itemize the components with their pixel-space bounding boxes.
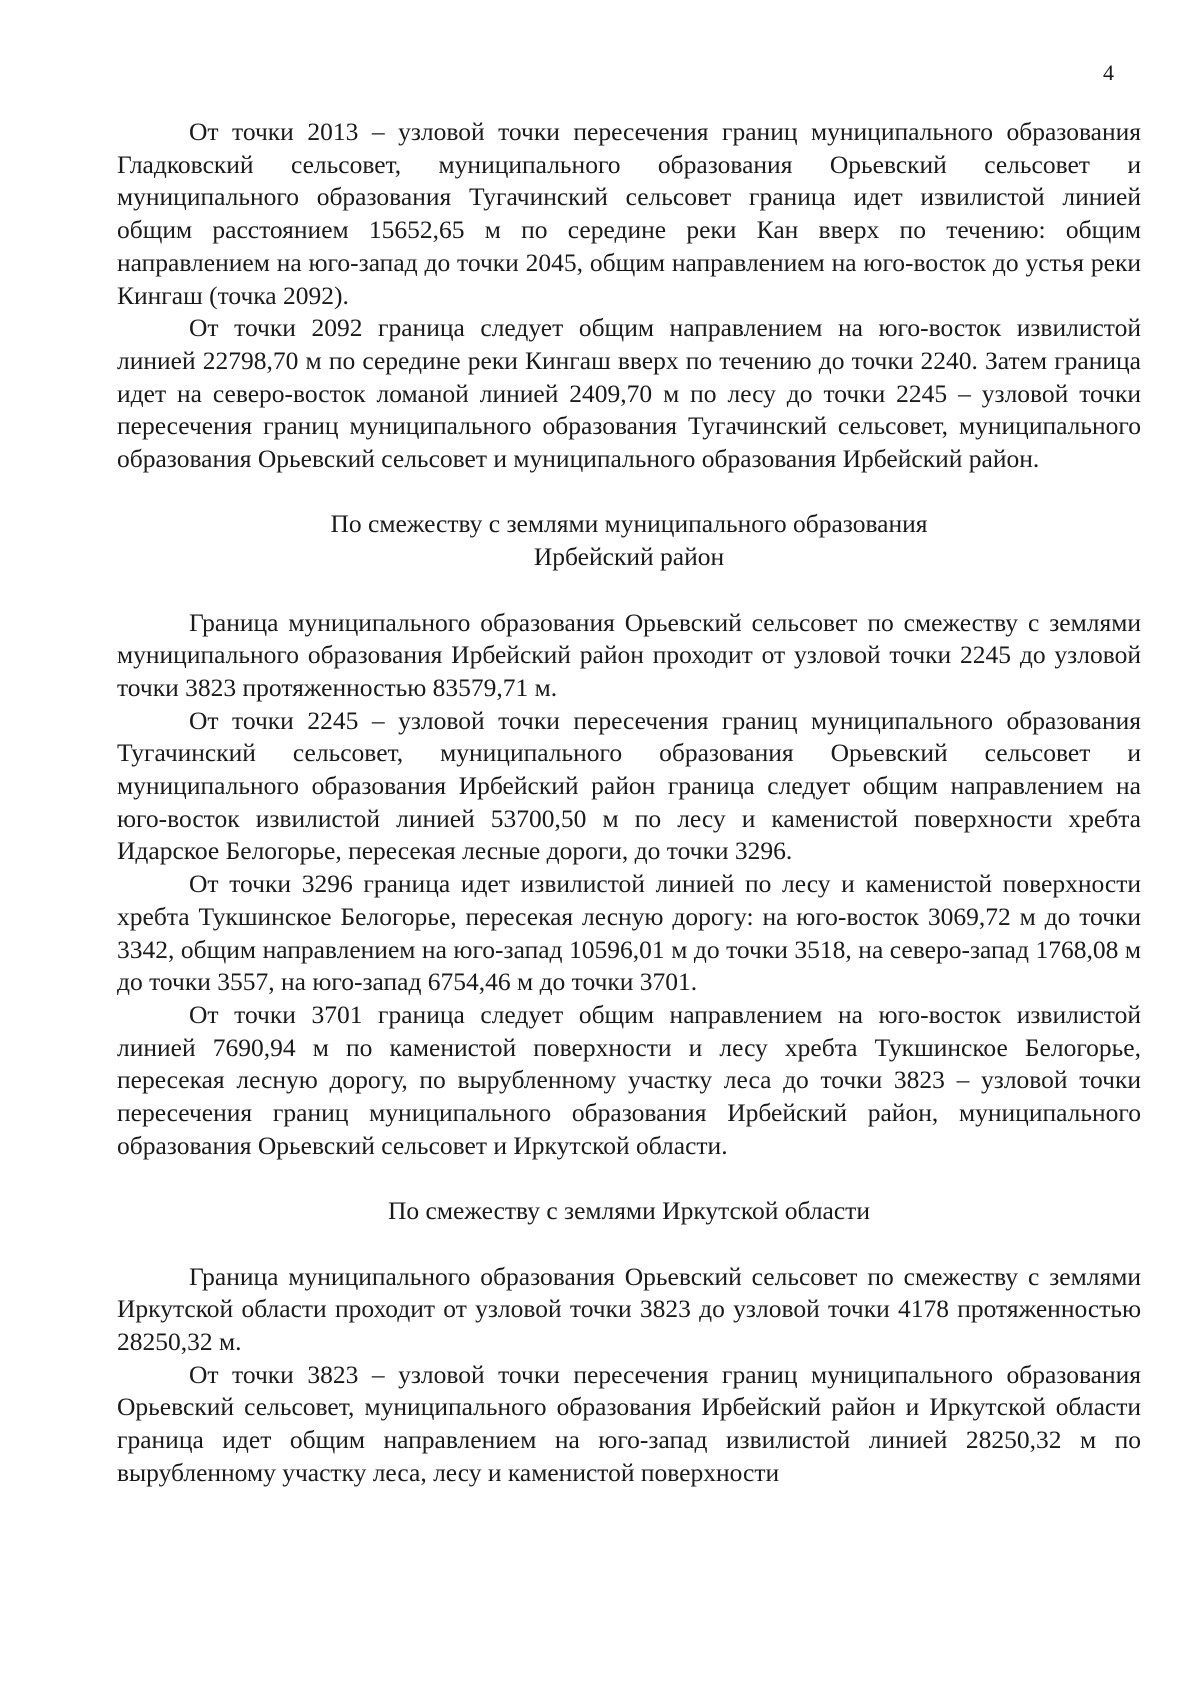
paragraph-point-3296: От точки 3296 граница идет извилистой линией по лесу и каменистой поверхности хребта Тукшинское Белогорье, пересекая лесную дорогу: на юго-восток 3069,72 м до точки 3342, общим направлением на юго-запад 10596,01 м до точки 3518, на северо-запад 1768,08 м до точки 3557, на юго-запад 6754,46 м до точки 3701.	[117, 869, 1141, 997]
paragraph-irkutsk-boundary-summary: Граница муниципального образования Орьевский сельсовет по смежеству с землями Иркутской области проходит от узловой точки 3823 до узловой точки 4178 протяженностью 28250,32 м.	[117, 1261, 1141, 1356]
paragraph-point-3823: От точки 3823 – узловой точки пересечения границ муниципального образования Орьевский сельсовет, муниципального образования Ирбейский район и Иркутской области граница идет общим направлением на юго-запад извилистой линией 28250,32 м по вырубленному участку леса, лесу и каменистой поверхности	[117, 1359, 1141, 1487]
section-heading-irkutsk-region	[117, 1195, 1141, 1228]
paragraph-irbey-boundary-summary: Граница муниципального образования Орьевский сельсовет по смежеству с землями муниципального образования Ирбейский район проходит от узловой точки 2245 до узловой точки 3823 протяженностью 83579,71 м.	[117, 607, 1141, 702]
heading-line: Ирбейский район	[533, 542, 725, 572]
paragraph-point-2013: От точки 2013 – узловой точки пересечения границ муниципального образования Гладковский сельсовет, муниципального образования Орьевский сельсовет и муниципального образования Тугачинский сельсовет граница идет извилистой линией общим расстоянием 15652,65 м по середине реки Кан вверх по течению: общим направлением на юго-запад до точки 2045, общим направлением на юго-восток до устья реки Кингаш (точка 2092).	[117, 117, 1141, 310]
spacer	[117, 476, 1141, 509]
heading-line: По смежеству с землями муниципального образования	[330, 509, 928, 539]
section-heading-irbey-district	[117, 508, 1141, 573]
paragraph-point-3701: От точки 3701 граница следует общим направлением на юго-восток извилистой линией 7690,94 м по каменистой поверхности и лесу хребта Тукшинское Белогорье, пересекая лесную дорогу, по вырубленному участку леса до точки 3823 – узловой точки пересечения границ муниципального образования Ирбейский район, муниципального образования Орьевский сельсовет и Иркутской области.	[117, 999, 1141, 1160]
page-number: 4	[1103, 60, 1114, 85]
document-body	[117, 116, 1141, 1489]
spacer	[117, 1228, 1141, 1261]
paragraph-point-2245: От точки 2245 – узловой точки пересечения границ муниципального образования Тугачинский сельсовет, муниципального образования Орьевский сельсовет и муниципального образования Ирбейский район граница следует общим направлением на юго-восток извилистой линией 53700,50 м по лесу и каменистой поверхности хребта Идарское Белогорье, пересекая лесные дороги, до точки 3296.	[117, 705, 1141, 866]
spacer	[117, 1162, 1141, 1195]
paragraph-point-2092: От точки 2092 граница следует общим направлением на юго-восток извилистой линией 22798,70 м по середине реки Кингаш вверх по течению до точки 2240. Затем граница идет на северо-восток ломаной линией 2409,70 м по лесу до точки 2245 – узловой точки пересечения границ муниципального образования Тугачинский сельсовет, муниципального образования Орьевский сельсовет и муниципального образования Ирбейский район.	[117, 313, 1141, 474]
heading-line: По смежеству с землями Иркутской области	[388, 1196, 870, 1226]
spacer	[117, 574, 1141, 607]
